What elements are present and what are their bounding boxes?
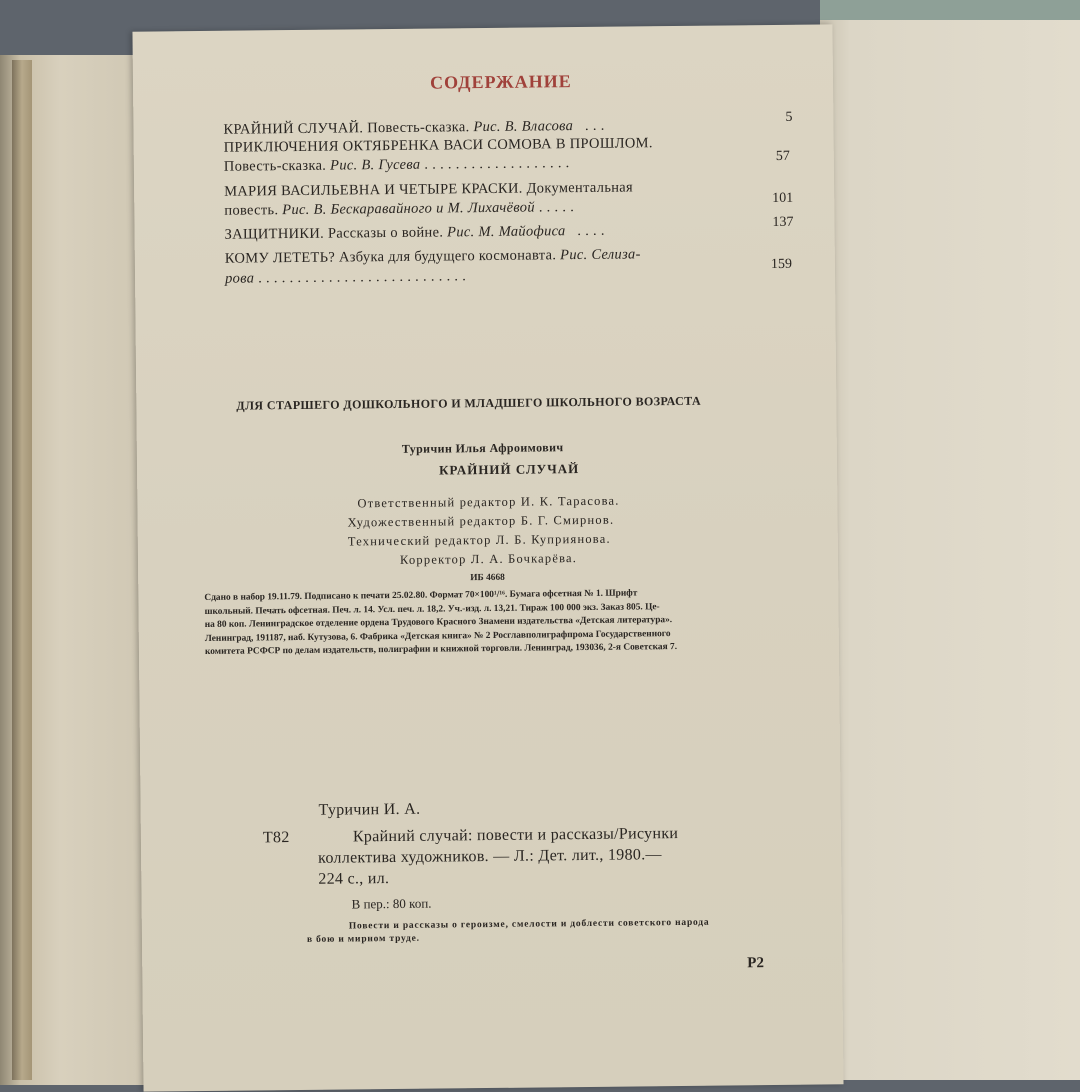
contents-title: СОДЕРЖАНИЕ: [429, 71, 572, 93]
toc-page: 57: [775, 148, 790, 164]
detail-line: школьный. Печать офсетная. Печ. л. 14. Усл. печ. л. 18,2. Уч.-изд. л. 13,21. Тираж 100 000 экз. Заказ 805. Це-: [204, 601, 660, 617]
toc-illustrator: Рис. В. Власова: [473, 118, 574, 136]
ib-number: ИБ 4668: [470, 572, 505, 584]
toc-leader: . . .: [584, 117, 605, 134]
toc-title-cont: Повесть-сказка.: [223, 157, 331, 175]
credit-line: Корректор Л. А. Бочкарёва.: [399, 551, 578, 567]
book-spine: [12, 60, 32, 1080]
toc-leader: . . . . . . . . . . . . . . . . . . . . . . . . . . .: [258, 268, 467, 287]
toc-title-cont: рова: [224, 270, 255, 287]
toc-title: КОМУ ЛЕТЕТЬ? Азбука для будущего космонавта.: [224, 247, 561, 267]
toc-title-cont: повесть.: [224, 202, 283, 219]
catalog-price: В пер.: 80 коп.: [351, 895, 432, 912]
catalog-line: коллектива художников. — Л.: Дет. лит., 1980.—: [318, 846, 662, 867]
detail-line: на 80 коп. Ленинградское отделение ордена Трудового Красного Знамени издательства «Детская литература».: [204, 615, 673, 630]
toc-leader: . . . .: [577, 222, 605, 240]
cover-corner: [820, 0, 1080, 20]
book-title: КРАЙНИЙ СЛУЧАЙ: [438, 461, 580, 478]
toc-leader: . . . . .: [538, 199, 575, 216]
detail-line: комитета РСФСР по делам издательств, полиграфии и книжной торговли. Ленинград, 193036, 2-я Советская 7.: [204, 642, 678, 657]
toc-page: 5: [785, 109, 793, 125]
credit-line: Ответственный редактор И. К. Тарасова.: [357, 493, 620, 511]
annotation-line: в бою и мирном труде.: [306, 933, 420, 945]
toc-illustrator: Рис. В. Гусева: [330, 156, 421, 174]
credit-line: Технический редактор Л. Б. Куприянова.: [347, 531, 611, 549]
toc-page: 101: [772, 190, 794, 207]
toc-leader: . . . . . . . . . . . . . . . . . . .: [424, 155, 570, 173]
catalog-annotation: [307, 917, 710, 947]
toc-illustrator: Рис. Селиза-: [560, 246, 641, 264]
audience-note: ДЛЯ СТАРШЕГО ДОШКОЛЬНОГО И МЛАДШЕГО ШКОЛЬНОГО ВОЗРАСТА: [236, 393, 702, 413]
annotation-line: Повести и рассказы о героизме, смелости и доблести советского народа: [348, 917, 710, 932]
toc-page: 137: [772, 214, 794, 231]
toc-title: МАРИЯ ВАСИЛЬЕВНА И ЧЕТЫРЕ КРАСКИ. Документальная: [224, 179, 634, 200]
detail-line: Сдано в набор 19.11.79. Подписано к печати 25.02.80. Формат 70×100¹/¹⁶. Бумага офсетная № 1. Шрифт: [204, 588, 638, 603]
book-page: [132, 24, 843, 1091]
author-full-name: Туричин Илья Афроимович: [401, 440, 564, 456]
toc-title: ЗАЩИТНИКИ. Рассказы о войне.: [224, 224, 448, 243]
toc-illustrator: Рис. В. Бескаравайного и М. Лихачёвой: [282, 199, 535, 219]
catalog-heading: Туричин И. А.: [318, 800, 421, 819]
toc-title: КРАЙНИЙ СЛУЧАЙ. Повесть-сказка.: [223, 119, 474, 138]
toc-illustrator: Рис. М. Майофиса: [447, 223, 566, 241]
catalog-line: Крайний случай: повести и рассказы/Рисунки: [352, 825, 679, 846]
credit-line: Художественный редактор Б. Г. Смирнов.: [347, 512, 615, 530]
right-page: [820, 0, 1080, 1080]
catalog-code: Т82: [262, 829, 290, 847]
print-details: [204, 587, 677, 659]
catalog-line: 224 с., ил.: [318, 870, 390, 888]
detail-line: Ленинград, 191187, наб. Кутузова, 6. Фабрика «Детская книга» № 2 Росглавполиграфпрома Государственного: [204, 628, 671, 644]
catalog-index: Р2: [747, 955, 765, 972]
toc-page: 159: [770, 256, 793, 273]
toc-title: ПРИКЛЮЧЕНИЯ ОКТЯБРЕНКА ВАСИ СОМОВА В ПРОШЛОМ.: [223, 135, 653, 156]
